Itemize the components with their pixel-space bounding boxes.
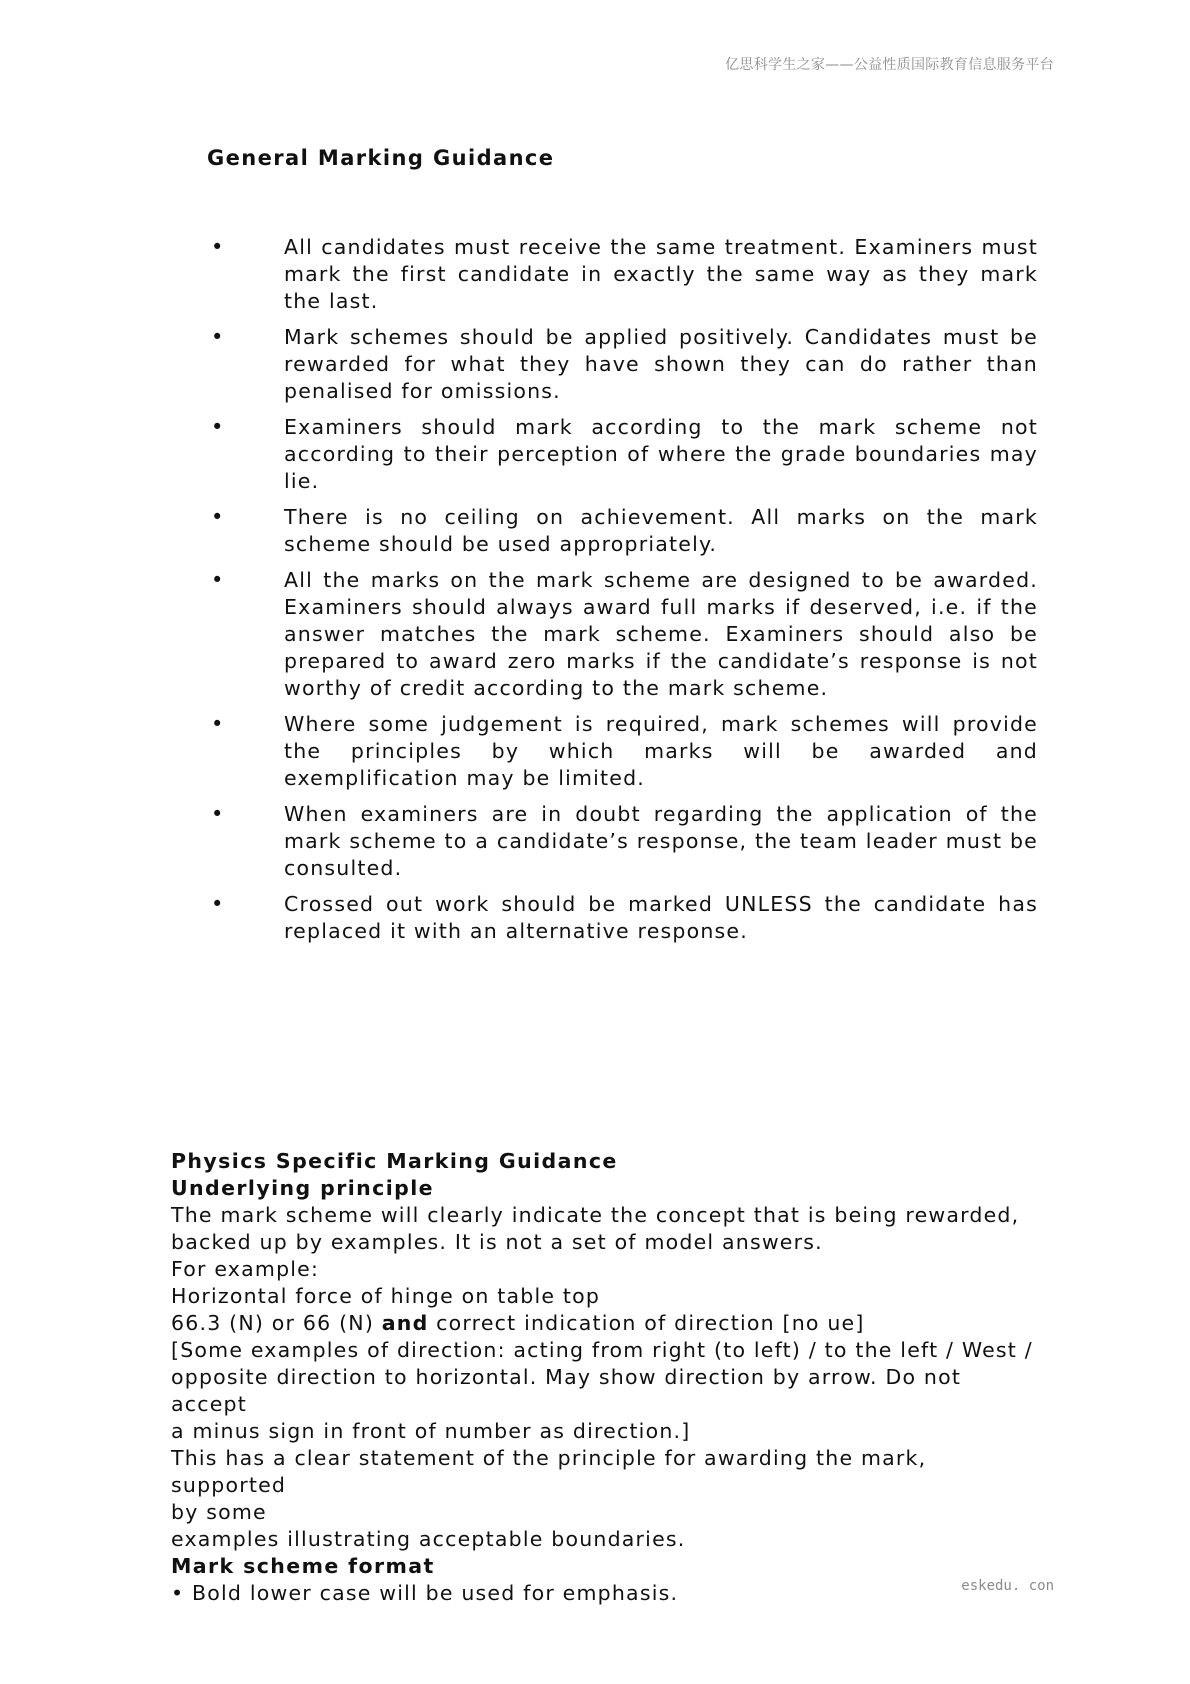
general-guidance-list [207,234,1038,954]
list-item [207,801,1038,882]
bullet-icon: • [211,568,224,592]
list-item [207,711,1038,792]
example-answer-start: 66.3 (N) or 66 (N) [171,1311,382,1335]
example-answer-end: correct indication of direction [no ue] [428,1311,865,1335]
example-label: For example: [171,1257,320,1281]
example-answer [171,1310,1037,1337]
list-item-text: When examiners are in doubt regarding the application of the mark scheme to a candidate’s response, the team leader must be consulted. [284,802,1038,880]
list-item [207,324,1038,405]
statement-line: This has a clear statement of the principle for awarding the mark, supported [171,1446,927,1497]
list-item [207,504,1038,558]
statement-line: by some [171,1500,267,1524]
list-item [207,567,1038,702]
bullet-icon: • [211,505,224,529]
list-item-text: Crossed out work should be marked UNLESS the candidate has replaced it with an alternative response. [284,892,1038,943]
bullet-icon: • [211,802,224,826]
statement-line: examples illustrating acceptable boundaries. [171,1527,686,1551]
example-answer-bold: and [381,1311,429,1335]
bullet-icon: • [211,325,224,349]
bullet-icon: • [211,892,224,916]
general-marking-title: General Marking Guidance [207,146,555,170]
format-list-item: • Bold lower case will be used for emphasis. [171,1581,679,1605]
direction-note-line: opposite direction to horizontal. May show direction by arrow. Do not accept [171,1365,962,1416]
underlying-principle-heading: Underlying principle [171,1176,434,1200]
bullet-icon: • [211,712,224,736]
page-header: 亿思科学生之家——公益性质国际教育信息服务平台 [725,57,1054,73]
intro-line: The mark scheme will clearly indicate the concept that is being rewarded, [171,1203,1020,1227]
direction-note-line: [Some examples of direction: acting from right (to left) / to the left / West / [171,1338,1033,1362]
list-item [207,234,1038,315]
list-item-text: Examiners should mark according to the mark scheme not according to their perception of where the grade boundaries may lie. [284,415,1038,493]
page-footer: eskedu. con [961,1578,1054,1594]
bullet-icon: • [211,235,224,259]
direction-note-line: a minus sign in front of number as direction.] [171,1419,691,1443]
physics-guidance-title: Physics Specific Marking Guidance [171,1149,618,1173]
list-item-text: All the marks on the mark scheme are designed to be awarded. Examiners should always award full marks if deserved, i.e. if the answer matches the mark scheme. Examiners should also be prepared to award zero marks if the candidate’s response is not worthy of credit according to the mark scheme. [284,568,1038,700]
list-item-text: There is no ceiling on achievement. All marks on the mark scheme should be used appropriately. [284,505,1038,556]
list-item-text: Mark schemes should be applied positively. Candidates must be rewarded for what they have shown they can do rather than penalised for omissions. [284,325,1038,403]
example-heading: Horizontal force of hinge on table top [171,1284,601,1308]
list-item [207,414,1038,495]
intro-line: backed up by examples. It is not a set of model answers. [171,1230,823,1254]
list-item-text: Where some judgement is required, mark schemes will provide the principles by which marks will be awarded and exemplification may be limited. [284,712,1038,790]
list-item-text: All candidates must receive the same treatment. Examiners must mark the first candidate in exactly the same way as they mark the last. [284,235,1038,313]
bullet-icon: • [211,415,224,439]
list-item [207,891,1038,945]
physics-guidance-section [171,1148,1037,1607]
mark-scheme-format-heading: Mark scheme format [171,1554,435,1578]
